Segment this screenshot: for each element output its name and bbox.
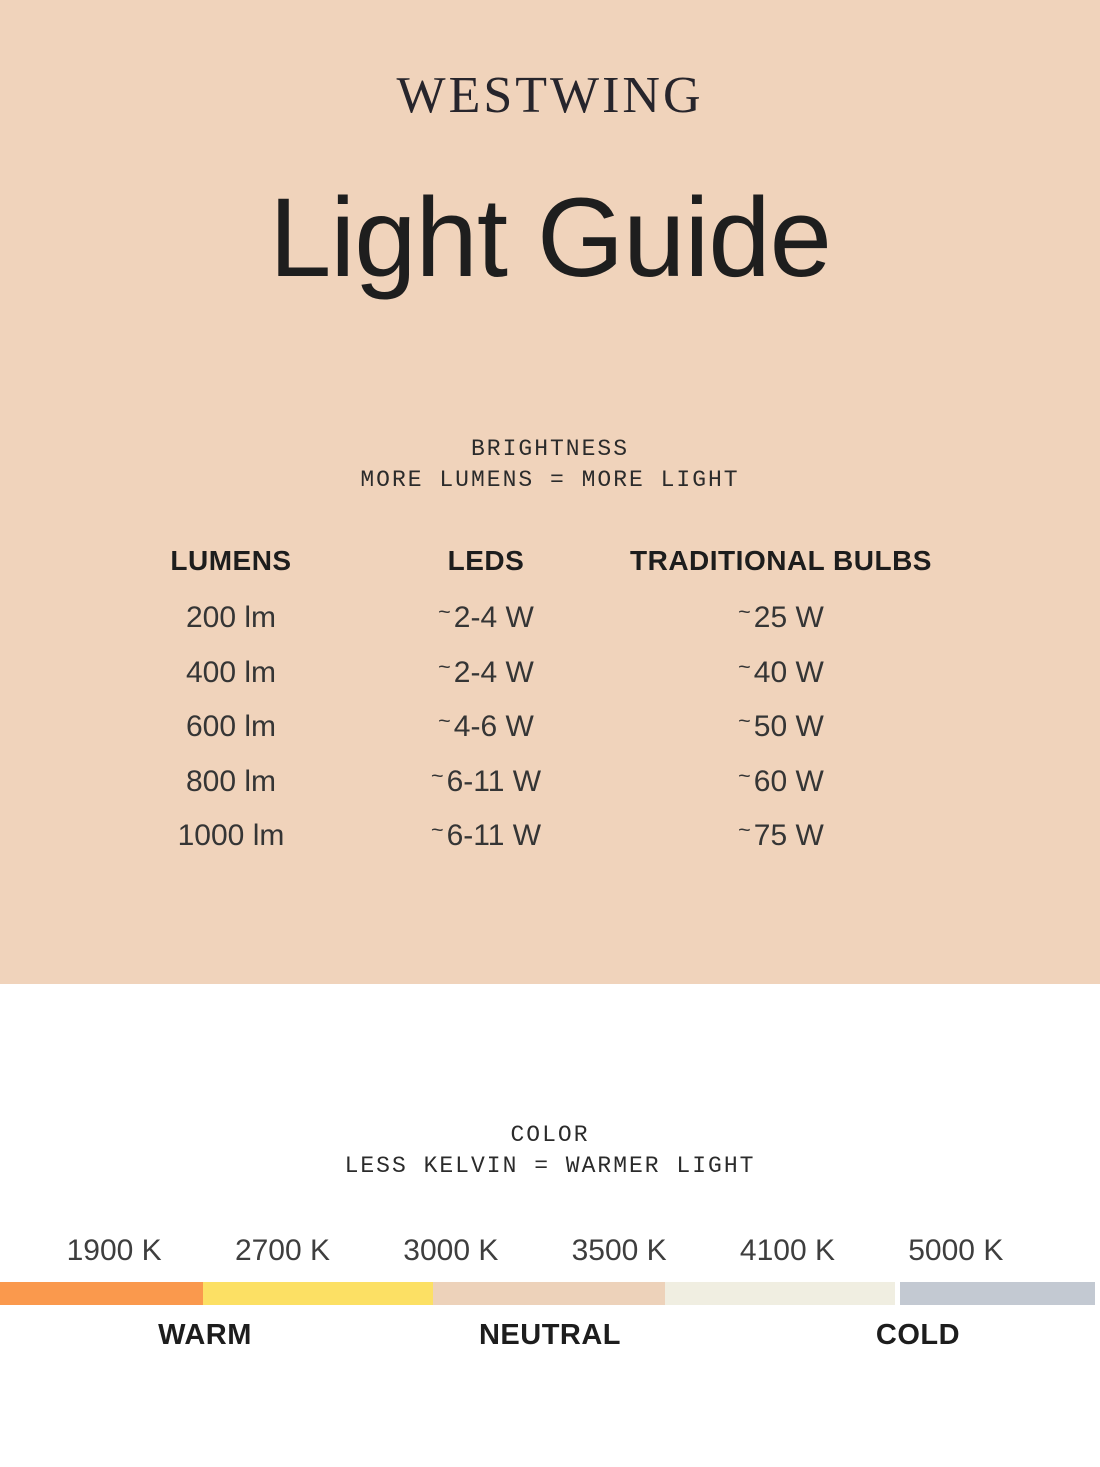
table-row	[106, 701, 946, 756]
bulbs-value	[616, 701, 946, 756]
approx-symbol: ~	[430, 817, 444, 842]
approx-symbol: ~	[438, 708, 451, 733]
leds-value	[356, 592, 616, 647]
bulbs-value	[616, 592, 946, 647]
leds-wattage: 6-11 W	[446, 819, 542, 852]
temperature-label-warm: WARM	[158, 1319, 252, 1351]
westwing-logo: WESTWING	[396, 67, 704, 124]
neutral-peach-segment	[433, 1282, 665, 1305]
temperature-labels-row	[0, 1318, 1100, 1352]
kelvin-label-2700-k: 2700 K	[234, 1234, 331, 1267]
color-subheading: LESS KELVIN = WARMER LIGHT	[344, 1153, 756, 1179]
brightness-heading-block	[0, 434, 1100, 496]
bulbs-wattage: 40 W	[753, 655, 824, 689]
table-row	[106, 592, 946, 647]
table-row	[106, 647, 946, 702]
leds-value	[356, 756, 616, 811]
bulbs-wattage: 75 W	[753, 819, 824, 852]
temperature-label-cold: COLD	[875, 1319, 961, 1351]
color-temperature-section	[0, 1120, 1100, 1352]
leds-wattage: 2-4 W	[453, 655, 534, 689]
table-row	[106, 810, 946, 865]
color-temperature-scale-bar	[0, 1282, 1100, 1305]
leds-wattage: 4-6 W	[453, 710, 534, 743]
approx-symbol: ~	[438, 653, 451, 679]
warm-orange-segment	[0, 1282, 203, 1305]
bulbs-wattage: 25 W	[753, 601, 824, 634]
warm-yellow-segment	[203, 1282, 433, 1305]
approx-symbol: ~	[738, 599, 751, 624]
approx-symbol: ~	[438, 599, 451, 624]
leds-wattage: 6-11 W	[446, 764, 542, 798]
cold-gray-segment	[900, 1282, 1095, 1305]
column-header-traditional-bulbs: TRADITIONAL BULBS	[630, 545, 932, 576]
kelvin-label-1900-k: 1900 K	[66, 1234, 162, 1267]
approx-symbol: ~	[738, 653, 751, 679]
approx-symbol: ~	[738, 708, 751, 733]
color-heading: COLOR	[510, 1122, 590, 1148]
lumens-value: 400 lm	[185, 655, 277, 689]
kelvin-labels-row	[30, 1234, 1040, 1268]
leds-value	[356, 701, 616, 756]
approx-symbol: ~	[738, 762, 751, 788]
kelvin-label-5000-k: 5000 K	[908, 1234, 1004, 1267]
lumens-value: 200 lm	[185, 601, 277, 634]
leds-value	[356, 647, 616, 702]
approx-symbol: ~	[430, 762, 444, 788]
leds-value	[356, 810, 616, 865]
lumens-value: 1000 lm	[177, 819, 285, 852]
bulbs-wattage: 50 W	[753, 710, 824, 743]
bulbs-wattage: 60 W	[753, 764, 824, 798]
lumens-conversion-table	[106, 544, 946, 865]
bulbs-value	[616, 810, 946, 865]
temperature-label-neutral: NEUTRAL	[478, 1319, 622, 1351]
kelvin-label-4100-k: 4100 K	[739, 1234, 836, 1267]
bulbs-value	[616, 756, 946, 811]
neutral-cream-segment	[665, 1282, 895, 1305]
column-header-leds: LEDS	[447, 545, 525, 576]
column-header-lumens: LUMENS	[170, 545, 292, 576]
lumens-value: 600 lm	[185, 710, 277, 743]
lumens-value: 800 lm	[185, 764, 277, 798]
brightness-subheading: MORE LUMENS = MORE LIGHT	[360, 467, 740, 493]
page-title: Light Guide	[269, 175, 831, 300]
leds-wattage: 2-4 W	[453, 601, 534, 634]
approx-symbol: ~	[738, 817, 751, 842]
table-row	[106, 756, 946, 811]
brightness-heading: BRIGHTNESS	[470, 436, 630, 462]
kelvin-label-3000-k: 3000 K	[403, 1234, 499, 1267]
kelvin-label-3500-k: 3500 K	[571, 1234, 667, 1267]
table-header-row	[106, 544, 946, 578]
color-heading-block	[0, 1120, 1100, 1182]
bulbs-value	[616, 647, 946, 702]
